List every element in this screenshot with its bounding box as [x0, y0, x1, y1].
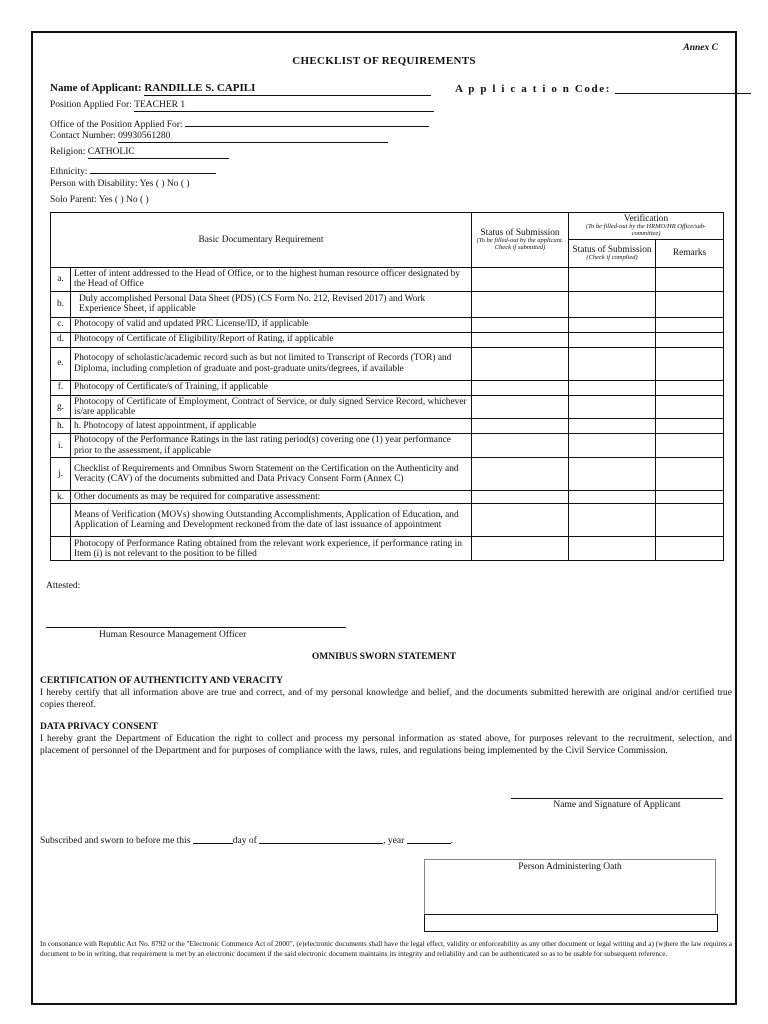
verification-status-cell[interactable]	[569, 347, 656, 380]
verification-status-cell[interactable]	[569, 332, 656, 347]
row-letter: d.	[51, 332, 71, 347]
status-cell[interactable]	[472, 380, 569, 395]
table-row	[51, 380, 724, 395]
row-letter: k.	[51, 491, 71, 504]
applicant-name-field[interactable]: RANDILLE S. CAPILI	[144, 83, 431, 96]
omnibus-title: OMNIBUS SWORN STATEMENT	[311, 652, 457, 662]
col-verification-note: (To be filled-out by the HRMO/HR Office/sub-committee)	[585, 223, 707, 238]
row-letter	[51, 537, 71, 561]
sworn-day-blank[interactable]	[193, 833, 233, 844]
oath-box[interactable]	[424, 859, 716, 915]
dpc-text: I hereby grant the Department of Education the right to collect and process my personal information as stated above, for purposes relevant to the recruitment, selection, and placement of personnel of the Department and for purposes of compliance with the laws, rules, and regulations being implemented by the Civil Service Commission.	[40, 734, 732, 756]
row-requirement: Checklist of Requirements and Omnibus Sworn Statement on the Certification on the Authenticity and Veracity (CAV) of the documents submitted and Data Privacy Consent Form (Annex C)	[71, 458, 472, 491]
table-row	[51, 504, 724, 537]
requirements-table	[50, 212, 724, 561]
pwd-row[interactable]: Person with Disability: Yes ( ) No ( )	[50, 179, 190, 189]
row-requirement: Photocopy of Certificate of Eligibility/Report of Rating, if applicable	[71, 332, 472, 347]
remarks-cell[interactable]	[656, 291, 724, 317]
status-cell[interactable]	[472, 317, 569, 332]
table-row	[51, 332, 724, 347]
administering-label: Person Administering Oath	[518, 862, 622, 872]
office-field[interactable]	[185, 116, 429, 127]
col-status-title: Status of Submission	[480, 228, 560, 238]
hrmo-label: Human Resource Management Officer	[99, 630, 247, 640]
status-cell[interactable]	[472, 419, 569, 434]
row-requirement: Photocopy of Certificate of Employment, Contract of Service, or duly signed Service Record, whichever is/are applicable	[71, 395, 472, 419]
row-requirement: Photocopy of Performance Rating obtained from the relevant work experience, if performance rating in Item (i) is not relevant to the position to be filled	[71, 537, 472, 561]
cav-title: CERTIFICATION OF AUTHENTICITY AND VERACITY	[40, 676, 284, 686]
ethnicity-field[interactable]	[90, 163, 216, 174]
page-title: CHECKLIST OF REQUIREMENTS	[292, 55, 476, 67]
row-letter: h.	[51, 419, 71, 434]
status-cell[interactable]	[472, 537, 569, 561]
verification-status-cell[interactable]	[569, 267, 656, 291]
row-letter: f.	[51, 380, 71, 395]
remarks-cell[interactable]	[656, 395, 724, 419]
verification-status-cell[interactable]	[569, 491, 656, 504]
document-page	[31, 31, 737, 1005]
col-status-note: (To be filled-out by the applicant. Check if submitted)	[476, 237, 564, 252]
verification-status-cell[interactable]	[569, 317, 656, 332]
status-cell[interactable]	[472, 347, 569, 380]
sworn-end: .	[450, 836, 454, 846]
table-row	[51, 434, 724, 458]
row-requirement: Photocopy of valid and updated PRC License/ID, if applicable	[71, 317, 472, 332]
col-verification-header	[569, 213, 724, 240]
sworn-year-label: , year	[383, 836, 405, 846]
application-code-label: A p p l i c a t i o n Code:	[455, 83, 611, 95]
sworn-prefix: Subscribed and sworn to before me this	[40, 836, 191, 846]
table-row	[51, 347, 724, 380]
row-letter: i.	[51, 434, 71, 458]
ethnicity-row	[50, 163, 216, 177]
row-letter: c.	[51, 317, 71, 332]
application-code-field[interactable]	[615, 82, 751, 94]
sworn-day-label: day of	[232, 836, 257, 846]
status-cell[interactable]	[472, 434, 569, 458]
table-row	[51, 395, 724, 419]
verification-status-cell[interactable]	[569, 434, 656, 458]
solo-parent-row[interactable]: Solo Parent: Yes ( ) No ( )	[50, 195, 149, 205]
verification-status-cell[interactable]	[569, 291, 656, 317]
table-row	[51, 419, 724, 434]
row-requirement: Duly accomplished Personal Data Sheet (PDS) (CS Form No. 212, Revised 2017) and Work Experience Sheet, if applicable	[71, 291, 472, 317]
status-cell[interactable]	[472, 504, 569, 537]
col-v-status-title: Status of Submission	[572, 244, 652, 255]
verification-status-cell[interactable]	[569, 419, 656, 434]
annex-label: Annex C	[683, 43, 718, 53]
hrmo-signature-line	[46, 627, 346, 629]
applicant-name-row	[50, 82, 431, 96]
table-row	[51, 491, 724, 504]
verification-status-cell[interactable]	[569, 458, 656, 491]
row-letter	[51, 504, 71, 537]
remarks-cell[interactable]	[656, 537, 724, 561]
row-letter: j.	[51, 458, 71, 491]
row-requirement: Letter of intent addressed to the Head of Office, or to the highest human resource officer designated by the Head of Office	[71, 267, 472, 291]
dpc-title: DATA PRIVACY CONSENT	[40, 722, 158, 732]
remarks-cell[interactable]	[656, 380, 724, 395]
col-verification-title: Verification	[623, 214, 669, 224]
contact-field[interactable]: 09930561280	[118, 132, 388, 143]
attested-label: Attested:	[46, 581, 81, 591]
row-requirement: Other documents as may be required for comparative assessment:	[71, 491, 472, 504]
remarks-cell[interactable]	[656, 332, 724, 347]
row-requirement: Means of Verification (MOVs) showing Outstanding Accomplishments, Application of Education, and Application of Learning and Development reckoned from the date of last issuance of appointment	[71, 504, 472, 537]
cav-text: I hereby certify that all information above are true and correct, and of my personal knowledge and belief, and the documents submitted herewith are original and/or certified true copies thereof.	[40, 688, 732, 710]
office-row	[50, 116, 429, 130]
ethnicity-label: Ethnicity:	[50, 167, 88, 177]
applicant-signature-label: Name and Signature of Applicant	[553, 800, 681, 810]
col-basic-header: Basic Documentary Requirement	[51, 213, 472, 268]
position-field[interactable]: TEACHER 1	[134, 101, 434, 112]
row-letter: a.	[51, 267, 71, 291]
religion-row	[50, 147, 229, 159]
sworn-statement-row	[40, 833, 453, 846]
row-requirement: Photocopy of the Performance Ratings in the last rating period(s) covering one (1) year performance prior to the assessment, if applicable	[71, 434, 472, 458]
row-requirement: Photocopy of scholastic/academic record such as but not limited to Transcript of Records (TOR) and Diploma, including completion of graduate and post-graduate units/degrees, if available	[71, 347, 472, 380]
table-row	[51, 458, 724, 491]
table-row	[51, 537, 724, 561]
status-cell[interactable]	[472, 458, 569, 491]
office-label: Office of the Position Applied For:	[50, 120, 183, 130]
col-v-status-note: (Check if complied)	[586, 254, 638, 262]
footer-note: In consonance with Republic Act No. 8792 or the "Electronic Commerce Act of 2000", (e)electronic documents shall have the legal effect, validity or enforceability as any other document or legal writing and a) (w)here the law requires a document to be in writing, that requirement is met by an electronic document if the said electronic document maintains its integrity and reliability and can be authenticated so as to be usable for subsequent reference.	[40, 939, 732, 958]
verification-status-cell[interactable]	[569, 504, 656, 537]
position-row	[50, 100, 434, 112]
remarks-cell[interactable]	[656, 267, 724, 291]
application-code-row	[455, 82, 751, 95]
religion-label: Religion:	[50, 147, 86, 157]
contact-row	[50, 131, 388, 143]
row-letter: e.	[51, 347, 71, 380]
table-row	[51, 291, 724, 317]
status-cell[interactable]	[472, 332, 569, 347]
row-letter: b.	[51, 291, 71, 317]
sworn-month-blank[interactable]	[259, 833, 383, 844]
applicant-name-label: Name of Applicant:	[50, 82, 142, 94]
sworn-year-blank[interactable]	[407, 833, 454, 846]
status-cell[interactable]	[472, 267, 569, 291]
remarks-cell[interactable]	[656, 458, 724, 491]
religion-field[interactable]: CATHOLIC	[88, 148, 229, 159]
status-cell[interactable]	[472, 491, 569, 504]
verification-status-cell[interactable]	[569, 537, 656, 561]
position-label: Position Applied For:	[50, 100, 132, 110]
remarks-cell[interactable]	[656, 434, 724, 458]
remarks-cell[interactable]	[656, 504, 724, 537]
table-row	[51, 317, 724, 332]
row-requirement: Photocopy of Certificate/s of Training, if applicable	[71, 380, 472, 395]
col-v-status-header	[569, 239, 656, 267]
verification-status-cell[interactable]	[569, 380, 656, 395]
remarks-cell[interactable]	[656, 347, 724, 380]
status-cell[interactable]	[472, 291, 569, 317]
remarks-cell[interactable]	[656, 419, 724, 434]
oath-name-field[interactable]	[424, 914, 718, 932]
remarks-cell[interactable]	[656, 317, 724, 332]
status-cell[interactable]	[472, 395, 569, 419]
col-remarks-header: Remarks	[656, 239, 724, 267]
contact-label: Contact Number:	[50, 131, 116, 141]
remarks-cell[interactable]	[656, 491, 724, 504]
verification-status-cell[interactable]	[569, 395, 656, 419]
row-letter: g.	[51, 395, 71, 419]
table-row	[51, 267, 724, 291]
col-status-header	[472, 213, 569, 268]
row-requirement: h. Photocopy of latest appointment, if applicable	[71, 419, 472, 434]
